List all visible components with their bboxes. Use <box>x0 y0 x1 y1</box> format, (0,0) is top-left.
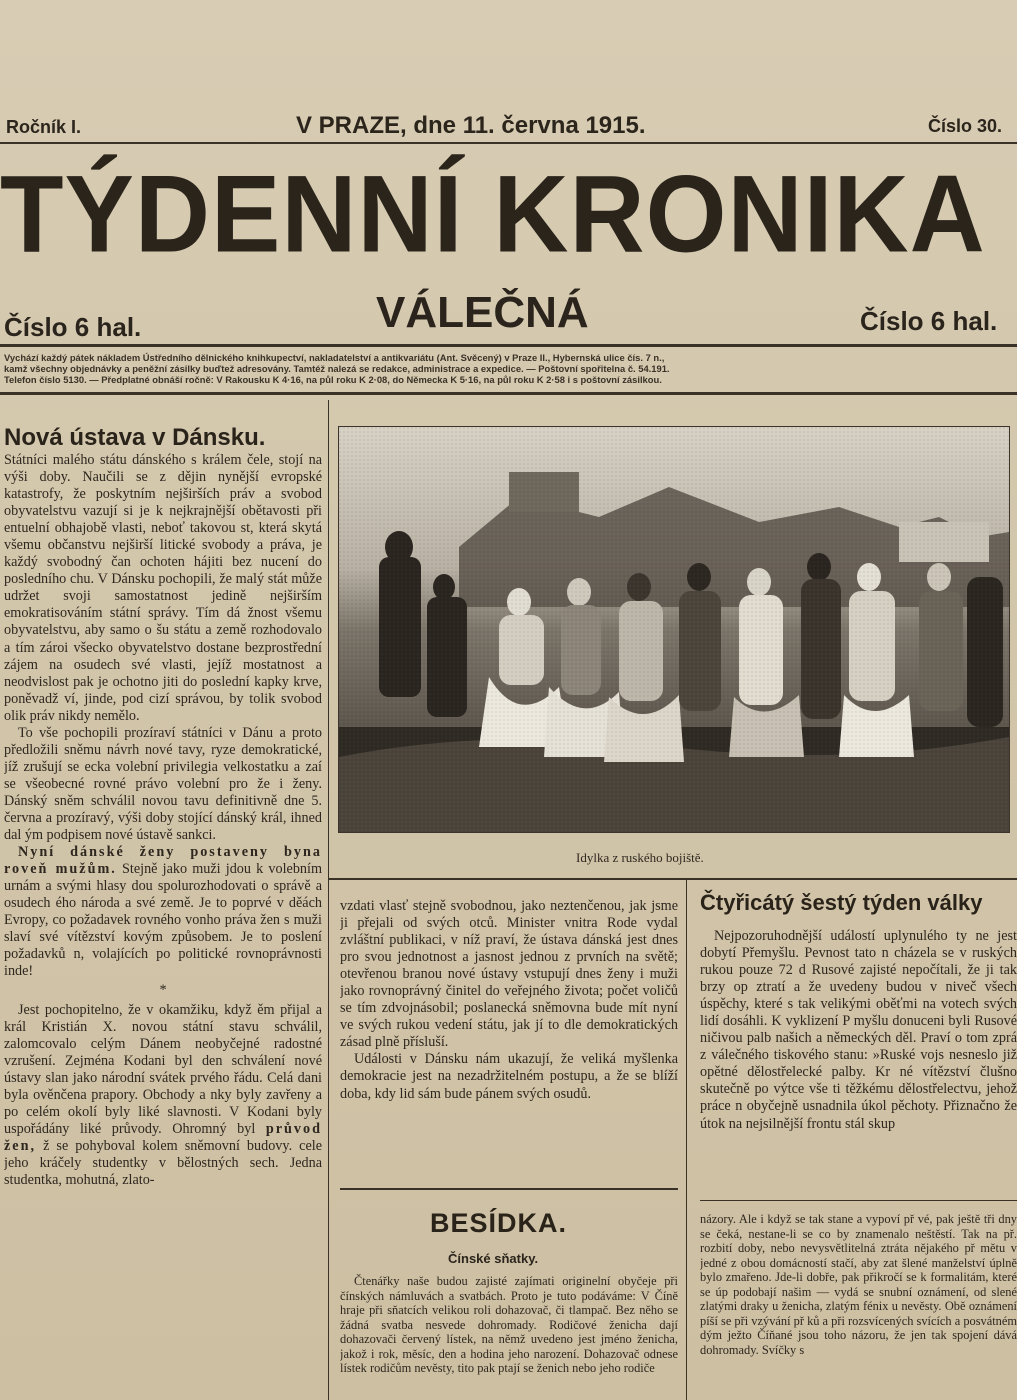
besidka-subtitle: Čínské sňatky. <box>448 1251 539 1266</box>
price-left: Číslo 6 hal. <box>4 312 142 342</box>
article-paragraph: Události v Dánsku nám ukazují, že veliká myšlenka demokracie jest na nezadržitelném postupu, a že se blíží doba, kdy lid sám bude pánem svých osudů. <box>340 1051 678 1102</box>
issue-number: Číslo 30. <box>928 116 1003 136</box>
imprint-block <box>4 352 1016 385</box>
article-paragraph: vzdati vlasť stejně svobodnou, jako neztenčenou, jak jsme ji přejali od svých otců. Minister vnitra Rode vydal zvláštní publikaci, v níž praví, že ústava dánská jest dnes pro svou jednotnost a jasnost jednou z prvních na světě; otevřenou branou nové ústavy vstupují dnes ženy i muži jako rovnoprávný činitel do veřejného života; počet voličů se tím zdvojnásobil; poslanecká sněmovna bude mít nyní ve svých rukou vedení státu, jak jí to dle demokratických zásad plně přísluší. <box>340 898 678 1051</box>
photo-caption: Idylka z ruského bojiště. <box>576 850 704 865</box>
masthead-subtitle: VÁLEČNÁ <box>376 288 589 337</box>
article-title: Nová ústava v Dánsku. <box>4 424 266 451</box>
volume-label: Ročník I. <box>6 117 82 137</box>
article-paragraph: Státníci malého státu dánského s králem čele, stojí na výši doby. Naučili se z dějin nynější evropské katastrofy, že poskytním nejširších práv a svobod obyvatelstvu vazují si je k nejkrajnější obětavosti při entuelní obhajobě vlasti, neboť takovou st, která skytá všemu občanstvu nejširší litické svobody a práva, je každý svobodný čan ochoten hájiti bez nucení do posledního chu. V Dánsku pochopili, že malý stát může udržet svoji samostatnost jedině nejširším emokratisováním státní správy. Tím dá žnost všemu obyvatelstvu, aby samo o šu státu a země rozhodovalo a tím zároi všecko obyvatelstvo dostane bezprostřední zájem na osudech své vlasti, jejíž mostatnost a neodvislost pak je ochotno jiti do poslední kapky krve, poněvadž ví, jinde, pod cizí správou, by tolik svobod olik práv nikdy nemělo. <box>4 452 322 724</box>
spaced-emphasis: průvod žen, <box>4 1120 322 1154</box>
column-divider <box>686 880 687 1400</box>
section-rule <box>700 1200 1017 1201</box>
article-paragraph: ž se pohyboval kolem sněmovní budovy. cele jeho kráčely studentky v bělostných sech. Jedna studentka, mohutná, zlato- <box>4 1137 322 1188</box>
article-body <box>4 452 322 1400</box>
section-rule <box>340 1188 678 1190</box>
spaced-emphasis: Nyní dánské ženy postaveny byna roveň mužům. <box>4 844 322 878</box>
imprint-line: Telefon číslo 5130. — Předplatné obnáší ročně: V Rakousku K 4·16, na půl roku K 2·08, do Německa K 5·16, na půl roku K 2·58 i s poštovní zásilkou. <box>4 374 662 385</box>
masthead-title: TÝDENNÍ KRONIKA <box>0 153 986 276</box>
article-paragraph: názory. Ale i když se tak stane a vypoví př vé, pak ještě tři dny se čeká, nestane-li se co by znamenalo neštěstí. Tak na př. rozbití doby, nebo nevysvětlitelná ztráta nějakého př mětu v jedné z obou domácností stačí, aby zat šlené manželství úplně bylo zmařeno. Jde-li dobře, pak přikročí se k formalitám, které se úp podobají našim — vydá se snubní oznámení, od slené zlatými draky u ženicha, zlatým fénix u nevěsty. Obě oznámení píší se při vzývání př ků a při rozsvícených svících a posvátném dým ježto Číňané jsou toho názoru, že jen tak spojení dává dohromady. Svíčky s <box>700 1212 1017 1357</box>
article-paragraph: Stejně jako muži jdou k volebním urnám a svými hlasy dou spolurozhodovati o správě a osudech ého národa a své země. Je to poprvé v děách Evropy, co požadavek rovného vonho práva žen s muži slaví své vítězství kovým způsobem. Je to poslení požadavků n, volajících po politické rovnoprávnosti inde! <box>4 861 322 980</box>
article-body <box>700 928 1017 1196</box>
article-title: Čtyřicátý šestý týden války <box>700 890 983 915</box>
separator-star: * <box>159 982 167 999</box>
article-paragraph: Jest pochopitelno, že v okamžiku, když ěm přijal a král Kristián X. novou státní stavu schválil, zalomcovalo celým Dánem neobyčejné radostné vzrušení. Zejména Kodani byl den schválení nové ústavy slan jako národní svátek prvého řádu. Celá dani byla ověnčena prapory. Obchody a nky byly zavřeny a po celém okolí byly liké slavnosti. V Kodani byly uspořádány liké průvody. Ohromný byl <box>4 1001 322 1137</box>
imprint-line: Vychází každý pátek nákladem Ústředního dělnického knihkupectví, nakladatelství a antikvariátu (Ant. Svěcený) v Praze II., Hybernská ulice čís. 7 n., <box>4 352 665 363</box>
photo-bottom-rule <box>328 878 1017 880</box>
imprint-rule <box>0 392 1017 395</box>
besidka-continuation <box>700 1212 1017 1400</box>
photo-image <box>338 426 1010 833</box>
dateline: V PRAZE, dne 11. června 1915. <box>296 112 646 139</box>
header-rule <box>0 142 1017 144</box>
masthead-rule <box>0 344 1017 347</box>
photo-illustration <box>339 427 1009 832</box>
besidka-body <box>340 1274 678 1400</box>
article-paragraph: Čtenářky naše budou zajisté zajímati originelní obyčeje při čínských námluvách a svatbách. Proto je tuto podáváme: V Číně hraje při sňatcích velikou roli dohazovač, či tlampač. Bez něho se žádná svatba nesvede dohromady. Rodičové ženicha dají dohazovači červený lístek, na němž uvedeno jest jméno ženicha, jakož i rok, měsíc, den a hodina jeho narození. Dohazovač odnese lístek rodičům nevěsty, tito pak ptají se ženich nebo jeho rodiče <box>340 1274 678 1375</box>
article-paragraph: To vše pochopili prozíraví státníci v Dánu a proto předložili sněmu návrh nové tavy, ryze demokratické, jíž zrušují se ecka volební privilegia velkostatku a zaí se všeobecné rovné právo volební pro že i ženy. Dánský sněm schválil novou tavu definitivně dne 5. června a prozíravý, výši doby stojící dánský král, ihned dal ým podpisem nové ústavě sankci. <box>4 724 322 844</box>
article-continuation <box>340 898 678 1198</box>
price-right: Číslo 6 hal. <box>860 306 998 336</box>
article-paragraph: Nejpozoruhodnější událostí uplynulého ty ne jest dobytí Přemyšlu. Pevnost tato n cházela se v ruských rukou pouze 72 d Rusové zajisté nepočítali, že ji tak brzy op ztratí a že uvedeny budou v niveč všech úspěchy, které s tak velikými oběťmi na votech svých lidí dosáhli. K vyklizení P myšlu donuceni byli Rusové ničivou palb našich a německých děl. Praví o tom zprá z válečného tiskového stanu: »Ruské vojs nesneslo již opětné dělostřelecké palby. Kr né vítězství člušno skutečně po výtce vše ti těžkému dělostřelectvu, jehož práce n obyčejně usnadnila úkol pěchoty. Přiznačno že útok na nejsilnější frontu stál skup <box>700 928 1017 1132</box>
imprint-line: kamž všechny objednávky a peněžní zásilky buďtež adresovány. Tamtéž nalezá se redakce, administrace a expedice. — Poštovní spořitelna č. 54.191. <box>4 363 670 374</box>
column-divider <box>328 400 329 1400</box>
besidka-title: BESÍDKA. <box>430 1208 568 1238</box>
